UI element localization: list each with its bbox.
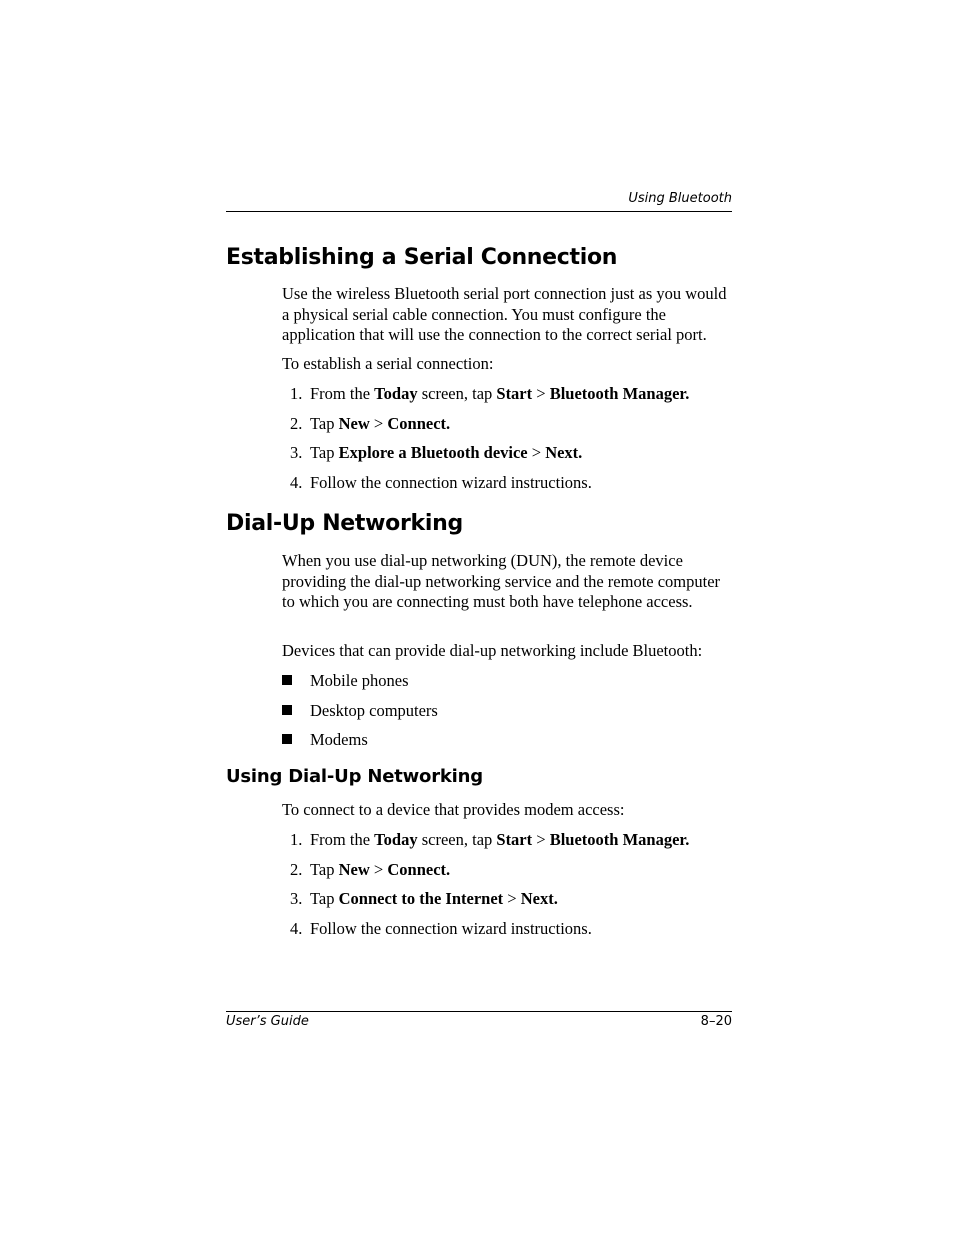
serial-intro-paragraph	[282, 284, 732, 346]
bullet-text: Desktop computers	[310, 701, 438, 720]
page-number: 8–20	[700, 1014, 732, 1029]
header-rule	[226, 211, 732, 212]
step-number: 3.	[290, 889, 303, 908]
dun-intro-text: When you use dial-up networking (DUN), the remote device providing the dial-up networking service and the remote computer to which you are connecting must both have telephone access.	[282, 551, 721, 611]
serial-step-4	[290, 473, 592, 493]
serial-step-3	[290, 443, 582, 463]
bullet-square-icon	[282, 734, 292, 744]
bullet-square-icon	[282, 675, 292, 685]
serial-step-1	[290, 384, 689, 404]
section-heading-dial-up-networking: Dial-Up Networking	[226, 511, 463, 536]
step-text: Tap New > Connect.	[310, 860, 451, 879]
footer-guide-title: User’s Guide	[226, 1014, 309, 1029]
serial-lead-paragraph	[282, 354, 732, 375]
serial-step-2	[290, 414, 450, 434]
list-item	[282, 730, 368, 750]
step-number: 1.	[290, 830, 303, 849]
serial-intro-text: Use the wireless Bluetooth serial port connection just as you would a physical serial cable connection. You must configure the application that will use the connection to the correct serial port.	[282, 284, 727, 344]
step-text: Tap Explore a Bluetooth device > Next.	[310, 443, 583, 462]
using-dun-lead-text: To connect to a device that provides modem access:	[282, 800, 625, 819]
step-number: 2.	[290, 414, 303, 433]
step-text: Tap Connect to the Internet > Next.	[310, 889, 558, 908]
dun-lead-text: Devices that can provide dial-up networking include Bluetooth:	[282, 641, 703, 660]
step-text: Follow the connection wizard instructions.	[310, 473, 592, 492]
dun-step-3	[290, 889, 558, 909]
dun-step-4	[290, 919, 592, 939]
bullet-text: Mobile phones	[310, 671, 409, 690]
bullet-text: Modems	[310, 730, 368, 749]
list-item	[282, 701, 438, 721]
running-header: Using Bluetooth	[628, 191, 732, 206]
step-text: Follow the connection wizard instructions.	[310, 919, 592, 938]
dun-intro-paragraph	[282, 551, 732, 613]
step-number: 4.	[290, 473, 303, 492]
dun-step-1	[290, 830, 689, 850]
subsection-heading-using-dun: Using Dial-Up Networking	[226, 766, 483, 787]
dun-step-2	[290, 860, 450, 880]
document-page	[226, 0, 732, 1235]
step-number: 2.	[290, 860, 303, 879]
list-item	[282, 671, 409, 691]
step-number: 4.	[290, 919, 303, 938]
step-number: 3.	[290, 443, 303, 462]
serial-lead-text: To establish a serial connection:	[282, 354, 494, 373]
bullet-square-icon	[282, 705, 292, 715]
using-dun-lead-paragraph	[282, 800, 732, 821]
step-number: 1.	[290, 384, 303, 403]
section-heading-serial-connection: Establishing a Serial Connection	[226, 245, 618, 270]
step-text: From the Today screen, tap Start > Bluetooth Manager.	[310, 830, 690, 849]
step-text: Tap New > Connect.	[310, 414, 451, 433]
step-text: From the Today screen, tap Start > Bluetooth Manager.	[310, 384, 690, 403]
dun-lead-paragraph	[282, 641, 732, 662]
footer-rule	[226, 1011, 732, 1012]
